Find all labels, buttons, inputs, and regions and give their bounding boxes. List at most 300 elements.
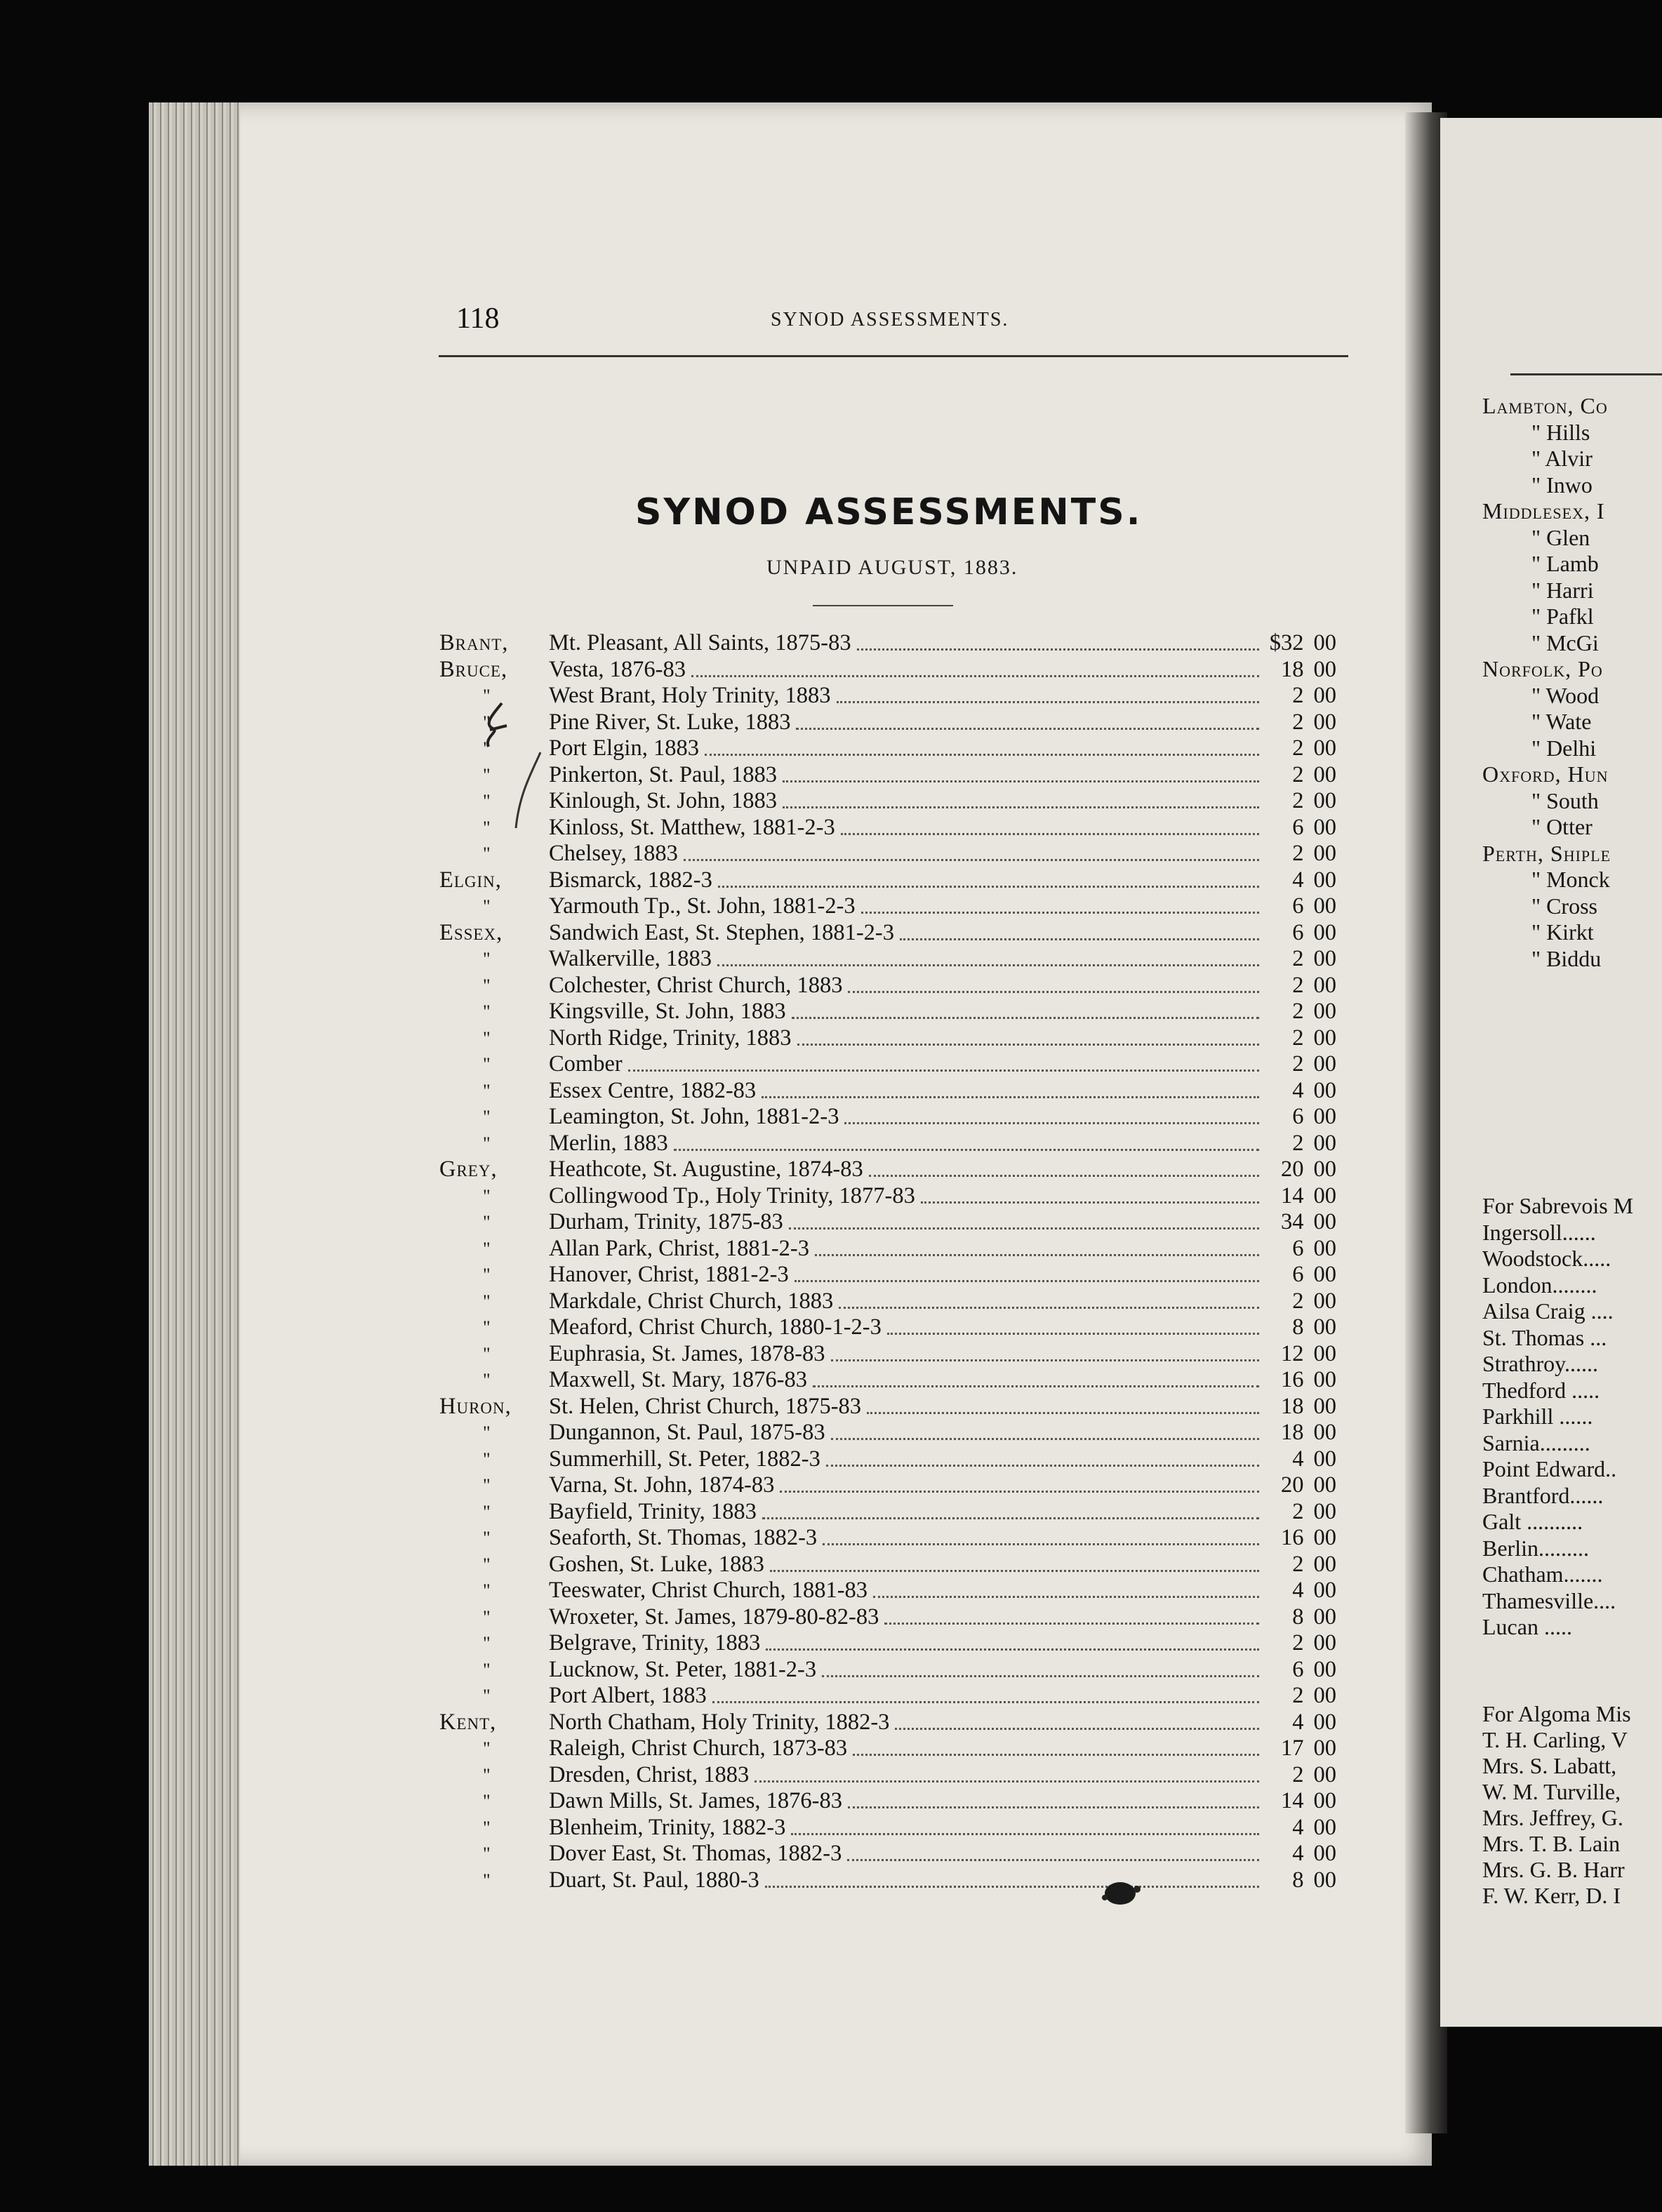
county-name: Elgin,: [439, 867, 502, 893]
parish-name: Kinlough, St. John, 1883: [549, 788, 778, 813]
ditto-mark: ": [483, 1475, 491, 1495]
parish-name: Walkerville, 1883: [549, 946, 712, 971]
amount-cents: 00: [1313, 1867, 1336, 1893]
amount-cents: 00: [1313, 1314, 1336, 1340]
right-page-line: London........: [1482, 1272, 1597, 1298]
amount-cents: 00: [1313, 1735, 1336, 1761]
amount-owed: [1281, 1788, 1336, 1815]
dot-leader: [789, 1224, 1259, 1230]
ditto-mark: ": [483, 1185, 491, 1206]
amount-cents: 00: [1313, 867, 1336, 893]
parish-name: Heathcote, St. Augustine, 1874-83: [549, 1157, 863, 1182]
right-page-line: " Kirkt: [1531, 919, 1594, 945]
amount-dollars: 8: [1292, 1604, 1304, 1630]
amount-dollars: 2: [1292, 788, 1304, 813]
amount-owed: [1270, 630, 1336, 657]
dot-leader: [762, 1514, 1259, 1519]
assessment-row: [435, 683, 1362, 709]
amount-cents: 00: [1313, 1709, 1336, 1735]
county-name: Essex,: [439, 919, 503, 945]
assessment-row: [435, 893, 1362, 920]
amount-dollars: 2: [1292, 1630, 1304, 1655]
amount-dollars: 4: [1292, 1709, 1304, 1735]
parish-name: Maxwell, St. Mary, 1876-83: [549, 1367, 807, 1392]
parish-name: Essex Centre, 1882-83: [549, 1077, 757, 1103]
amount-dollars: 14: [1281, 1788, 1304, 1813]
county-name: Kent,: [439, 1709, 497, 1735]
assessment-row: [435, 735, 1362, 762]
amount-cents: 00: [1313, 683, 1336, 708]
dot-leader: [847, 1855, 1259, 1861]
amount-owed: [1281, 1394, 1336, 1420]
amount-cents: 00: [1313, 1157, 1336, 1182]
amount-dollars: 2: [1292, 841, 1304, 866]
amount-dollars: 4: [1292, 1446, 1304, 1472]
dot-leader: [718, 882, 1259, 888]
dot-leader: [869, 1171, 1259, 1177]
amount-dollars: 2: [1292, 709, 1304, 735]
ditto-mark: ": [483, 1659, 491, 1680]
right-page-line: Mrs. G. B. Harr: [1482, 1857, 1625, 1882]
amount-cents: 00: [1313, 919, 1336, 945]
right-page-line: " Alvir: [1531, 446, 1593, 471]
ditto-mark: ": [483, 1423, 491, 1443]
right-page-line: W. M. Turville,: [1482, 1779, 1621, 1804]
dot-leader: [873, 1592, 1259, 1598]
parish-name: Goshen, St. Luke, 1883: [549, 1551, 764, 1577]
dot-leader: [792, 1013, 1259, 1019]
amount-owed: [1292, 1841, 1336, 1867]
amount-owed: [1281, 1157, 1336, 1183]
parish-name: North Chatham, Holy Trinity, 1882-3: [549, 1709, 890, 1735]
right-page-line: Woodstock.....: [1482, 1246, 1611, 1271]
dot-leader: [796, 724, 1259, 730]
assessment-row: [435, 1762, 1362, 1789]
parish-name: Euphrasia, St. James, 1878-83: [549, 1340, 825, 1366]
right-page-line: Norfolk, Po: [1482, 656, 1603, 681]
assessment-row: [435, 1841, 1362, 1867]
right-page-county-list: [1440, 393, 1662, 1025]
amount-dollars: 2: [1292, 1025, 1304, 1051]
amount-dollars: 16: [1281, 1525, 1304, 1550]
amount-owed: [1281, 1735, 1336, 1762]
dot-leader: [853, 1750, 1259, 1756]
right-page-line: Brantford......: [1482, 1482, 1604, 1508]
right-page-line: " Lamb: [1531, 551, 1599, 576]
amount-dollars: 2: [1292, 946, 1304, 971]
parish-name: Seaforth, St. Thomas, 1882-3: [549, 1525, 818, 1550]
right-page-line: " Pafkl: [1531, 604, 1594, 629]
amount-owed: [1292, 1762, 1336, 1789]
right-page-line: Galt ..........: [1482, 1509, 1583, 1534]
assessment-row: [435, 1525, 1362, 1552]
right-page-line: Chatham.......: [1482, 1561, 1603, 1587]
assessment-row: [435, 1788, 1362, 1815]
ditto-mark: ": [483, 686, 491, 706]
parish-name: North Ridge, Trinity, 1883: [549, 1025, 792, 1051]
ditto-mark: ": [483, 1528, 491, 1548]
amount-cents: 00: [1313, 1630, 1336, 1655]
amount-owed: [1292, 1815, 1336, 1841]
assessment-row: [435, 1209, 1362, 1236]
parish-name: Kingsville, St. John, 1883: [549, 999, 786, 1024]
ditto-mark: ": [483, 1317, 491, 1338]
assessment-row: [435, 788, 1362, 815]
amount-owed: [1292, 1657, 1336, 1684]
amount-dollars: 4: [1292, 1578, 1304, 1603]
assessment-row: [435, 1604, 1362, 1631]
parish-name: Bayfield, Trinity, 1883: [549, 1498, 757, 1524]
assessment-row: [435, 1236, 1362, 1262]
amount-cents: 00: [1313, 1104, 1336, 1129]
parish-name: Hanover, Christ, 1881-2-3: [549, 1262, 789, 1287]
handwritten-mark: [463, 688, 561, 842]
amount-cents: 00: [1313, 1761, 1336, 1787]
amount-cents: 00: [1313, 1788, 1336, 1813]
right-page-line: Thedford .....: [1482, 1377, 1600, 1403]
amount-owed: [1292, 920, 1336, 947]
amount-cents: 00: [1313, 1604, 1336, 1630]
dot-leader: [884, 1619, 1259, 1625]
amount-owed: [1292, 709, 1336, 736]
amount-owed: [1292, 1867, 1336, 1894]
dot-leader: [848, 1803, 1259, 1808]
amount-owed: [1281, 1525, 1336, 1552]
ditto-mark: ": [483, 1501, 491, 1522]
amount-cents: 00: [1313, 1340, 1336, 1366]
dot-leader: [839, 1303, 1259, 1309]
dot-leader: [783, 803, 1259, 808]
dot-leader: [861, 908, 1259, 914]
assessment-row: [435, 1735, 1362, 1762]
assessment-row: [435, 920, 1362, 947]
amount-cents: 00: [1313, 1498, 1336, 1524]
ditto-mark: ": [483, 1054, 491, 1074]
page-subtitle: UNPAID AUGUST, 1883.: [766, 556, 1018, 579]
right-page-line: Perth, Shiple: [1482, 840, 1611, 866]
ditto-mark: ": [483, 1370, 491, 1390]
amount-dollars: 2: [1292, 1683, 1304, 1708]
right-page-algoma-list: [1440, 1701, 1662, 1926]
amount-owed: [1292, 1630, 1336, 1657]
parish-name: Chelsey, 1883: [549, 841, 678, 866]
parish-name: Dungannon, St. Paul, 1875-83: [549, 1420, 825, 1445]
assessment-row: [435, 946, 1362, 973]
right-page-line: Ingersoll......: [1482, 1219, 1596, 1245]
amount-dollars: 2: [1292, 1288, 1304, 1314]
amount-owed: [1292, 735, 1336, 762]
amount-owed: [1292, 867, 1336, 894]
amount-cents: 00: [1313, 1814, 1336, 1840]
amount-cents: 00: [1313, 1235, 1336, 1261]
amount-cents: 00: [1313, 1525, 1336, 1550]
assessment-row: [435, 1552, 1362, 1578]
amount-cents: 00: [1313, 1393, 1336, 1419]
parish-name: Sandwich East, St. Stephen, 1881-2-3: [549, 919, 894, 945]
right-page-line: " Otter: [1531, 814, 1593, 839]
right-page-rule: [1510, 373, 1662, 375]
ditto-mark: ": [483, 1343, 491, 1364]
amount-dollars: 6: [1292, 1262, 1304, 1287]
assessment-row: [435, 1499, 1362, 1526]
right-page-line: Mrs. Jeffrey, G.: [1482, 1805, 1623, 1830]
dot-leader: [813, 1382, 1259, 1387]
ditto-mark: ": [483, 1580, 491, 1601]
right-page-line: Mrs. T. B. Lain: [1482, 1831, 1621, 1856]
right-page-line: " Inwo: [1531, 472, 1593, 498]
right-page-line: " Wood: [1531, 682, 1600, 708]
county-name: Brant,: [439, 630, 509, 655]
parish-name: Markdale, Christ Church, 1883: [549, 1288, 834, 1314]
title-rule: [813, 605, 953, 606]
amount-cents: 00: [1313, 630, 1336, 655]
amount-dollars: 6: [1292, 1656, 1304, 1682]
parish-name: Merlin, 1883: [549, 1130, 668, 1156]
amount-dollars: 6: [1292, 814, 1304, 840]
amount-owed: [1292, 1025, 1336, 1052]
amount-cents: 00: [1313, 761, 1336, 787]
amount-dollars: 20: [1281, 1157, 1304, 1182]
parish-name: Summerhill, St. Peter, 1882-3: [549, 1446, 820, 1472]
amount-cents: 00: [1313, 1209, 1336, 1234]
ditto-mark: ": [483, 1212, 491, 1232]
right-page-line: Strathroy......: [1482, 1351, 1599, 1376]
right-page-line: " McGi: [1531, 629, 1599, 655]
assessment-row: [435, 1104, 1362, 1131]
assessment-list: [435, 630, 1362, 1893]
amount-dollars: 4: [1292, 1077, 1304, 1103]
dot-leader: [628, 1066, 1259, 1072]
ditto-mark: ": [483, 1554, 491, 1575]
right-page-line: Parkhill ......: [1482, 1404, 1593, 1429]
dot-leader: [684, 855, 1259, 861]
amount-dollars: 18: [1281, 656, 1304, 682]
parish-name: Dawn Mills, St. James, 1876-83: [549, 1788, 842, 1813]
amount-dollars: 4: [1292, 1841, 1304, 1866]
assessment-row: [435, 1367, 1362, 1394]
ditto-mark: ": [483, 1238, 491, 1259]
assessment-row: [435, 1420, 1362, 1446]
amount-cents: 00: [1313, 1025, 1336, 1051]
dot-leader: [765, 1882, 1259, 1888]
amount-cents: 00: [1313, 1262, 1336, 1287]
assessment-row: [435, 1446, 1362, 1473]
ditto-mark: ": [483, 1633, 491, 1653]
amount-owed: [1292, 683, 1336, 709]
amount-cents: 00: [1313, 1288, 1336, 1314]
ditto-mark: ": [483, 896, 491, 917]
amount-owed: [1281, 1420, 1336, 1446]
dot-leader: [717, 961, 1259, 966]
amount-dollars: 2: [1292, 1551, 1304, 1577]
amount-cents: 00: [1313, 814, 1336, 840]
ditto-mark: ": [483, 1001, 491, 1022]
ditto-mark: ": [483, 1448, 491, 1470]
dot-leader: [780, 1487, 1259, 1493]
dot-leader: [857, 645, 1259, 651]
right-page-line: " South: [1531, 787, 1599, 813]
dot-leader: [754, 1777, 1259, 1783]
parish-name: Collingwood Tp., Holy Trinity, 1877-83: [549, 1182, 915, 1208]
right-page-line: Lambton, Co: [1482, 393, 1608, 418]
amount-cents: 00: [1313, 1683, 1336, 1708]
parish-name: Belgrave, Trinity, 1883: [549, 1630, 761, 1655]
right-page-line: Ailsa Craig ....: [1482, 1298, 1614, 1324]
amount-owed: [1292, 1499, 1336, 1526]
right-page-line: Lucan .....: [1482, 1614, 1572, 1639]
parish-name: Blenheim, Trinity, 1882-3: [549, 1814, 786, 1840]
right-page-line: T. H. Carling, V: [1482, 1727, 1628, 1752]
amount-owed: [1292, 1288, 1336, 1315]
parish-name: Allan Park, Christ, 1881-2-3: [549, 1235, 810, 1261]
amount-dollars: 2: [1292, 735, 1304, 761]
ditto-mark: ": [483, 1027, 491, 1048]
ditto-mark: ": [483, 1870, 491, 1891]
dot-leader: [815, 1251, 1259, 1256]
parish-name: Wroxeter, St. James, 1879-80-82-83: [549, 1604, 879, 1630]
amount-dollars: 6: [1292, 919, 1304, 945]
ditto-mark: ": [483, 1686, 491, 1706]
amount-dollars: 6: [1292, 1104, 1304, 1129]
amount-owed: [1292, 999, 1336, 1025]
right-page-line: " Delhi: [1531, 735, 1597, 761]
amount-cents: 00: [1313, 788, 1336, 813]
assessment-row: [435, 709, 1362, 736]
right-page-line: " Glen: [1531, 524, 1590, 550]
amount-cents: 00: [1313, 656, 1336, 682]
amount-dollars: 18: [1281, 1393, 1304, 1419]
amount-owed: [1292, 1604, 1336, 1631]
amount-owed: [1292, 1578, 1336, 1604]
amount-owed: [1281, 1472, 1336, 1499]
assessment-row: [435, 973, 1362, 999]
assessment-row: [435, 1157, 1362, 1183]
assessment-row: [435, 999, 1362, 1025]
amount-cents: 00: [1313, 1841, 1336, 1866]
amount-owed: [1292, 1552, 1336, 1578]
amount-cents: 00: [1313, 999, 1336, 1024]
assessment-row: [435, 1394, 1362, 1420]
amount-cents: 00: [1313, 946, 1336, 971]
dot-leader: [783, 777, 1259, 782]
assessment-row: [435, 1341, 1362, 1368]
assessment-row: [435, 1131, 1362, 1157]
amount-owed: [1292, 1710, 1336, 1736]
assessment-row: [435, 1683, 1362, 1710]
amount-owed: [1292, 973, 1336, 999]
amount-dollars: 8: [1292, 1314, 1304, 1340]
dot-leader: [712, 1698, 1259, 1703]
assessment-row: [435, 1867, 1362, 1894]
assessment-row: [435, 1657, 1362, 1684]
amount-dollars: 16: [1281, 1367, 1304, 1392]
assessment-row: [435, 1288, 1362, 1315]
ditto-mark: ": [483, 975, 491, 996]
amount-dollars: 2: [1292, 972, 1304, 998]
header-rule: [439, 355, 1348, 357]
ditto-mark: ": [483, 844, 491, 864]
amount-owed: [1292, 1236, 1336, 1262]
assessment-row: [435, 657, 1362, 684]
amount-dollars: 2: [1292, 761, 1304, 787]
assessment-row: [435, 1262, 1362, 1288]
amount-dollars: 2: [1292, 1498, 1304, 1524]
amount-owed: [1281, 1341, 1336, 1368]
dot-leader: [900, 935, 1259, 940]
amount-dollars: 4: [1292, 867, 1304, 893]
page-title: SYNOD ASSESSMENTS.: [635, 491, 1143, 533]
dot-leader: [797, 1040, 1259, 1046]
parish-name: Meaford, Christ Church, 1880-1-2-3: [549, 1314, 882, 1340]
assessment-row: [435, 1578, 1362, 1604]
assessment-row: [435, 1472, 1362, 1499]
ditto-mark: ": [483, 1133, 491, 1154]
dot-leader: [921, 1198, 1259, 1204]
right-page-line: St. Thomas ...: [1482, 1324, 1607, 1350]
right-page-line: " Monck: [1531, 867, 1610, 892]
amount-owed: [1292, 1262, 1336, 1288]
running-title: SYNOD ASSESSMENTS.: [771, 309, 1009, 331]
assessment-row: [435, 1183, 1362, 1210]
amount-owed: [1292, 1446, 1336, 1473]
amount-cents: 00: [1313, 893, 1336, 919]
dot-leader: [887, 1329, 1259, 1335]
dot-leader: [691, 672, 1259, 677]
amount-dollars: $32: [1269, 630, 1304, 655]
amount-dollars: 12: [1281, 1340, 1304, 1366]
amount-owed: [1292, 1683, 1336, 1710]
county-name: Bruce,: [439, 656, 508, 682]
assessment-row: [435, 1078, 1362, 1105]
ditto-mark: ": [483, 1107, 491, 1127]
dot-leader: [762, 1093, 1259, 1098]
right-page-line: Mrs. S. Labatt,: [1482, 1753, 1617, 1778]
amount-dollars: 8: [1292, 1867, 1304, 1893]
amount-owed: [1281, 1183, 1336, 1210]
amount-dollars: 6: [1292, 1235, 1304, 1261]
amount-cents: 00: [1313, 1446, 1336, 1472]
amount-dollars: 17: [1281, 1735, 1304, 1761]
ditto-mark: ": [483, 764, 491, 785]
amount-owed: [1281, 657, 1336, 684]
dot-leader: [795, 1277, 1259, 1282]
amount-owed: [1292, 1051, 1336, 1078]
dot-leader: [826, 1461, 1259, 1467]
parish-name: Mt. Pleasant, All Saints, 1875-83: [549, 630, 851, 655]
dot-leader: [895, 1724, 1259, 1730]
amount-owed: [1292, 893, 1336, 920]
right-page-sabrevois-list: [1440, 1193, 1662, 1656]
amount-cents: 00: [1313, 709, 1336, 735]
amount-cents: 00: [1313, 1130, 1336, 1156]
amount-dollars: 14: [1281, 1182, 1304, 1208]
dot-leader: [766, 1645, 1259, 1651]
parish-name: Yarmouth Tp., St. John, 1881-2-3: [549, 893, 856, 919]
amount-cents: 00: [1313, 1578, 1336, 1603]
amount-dollars: 2: [1292, 1051, 1304, 1077]
parish-name: Dresden, Christ, 1883: [549, 1761, 750, 1787]
amount-cents: 00: [1313, 1472, 1336, 1498]
ditto-mark: ": [483, 791, 491, 811]
right-page-line: Berlin.........: [1482, 1535, 1589, 1561]
right-page-line: Oxford, Hun: [1482, 761, 1609, 787]
dot-leader: [831, 1434, 1259, 1440]
amount-dollars: 2: [1292, 1130, 1304, 1156]
amount-dollars: 34: [1281, 1209, 1304, 1234]
right-page-line: " Cross: [1531, 893, 1597, 919]
amount-owed: [1292, 1314, 1336, 1341]
ditto-mark: ": [483, 1764, 491, 1785]
